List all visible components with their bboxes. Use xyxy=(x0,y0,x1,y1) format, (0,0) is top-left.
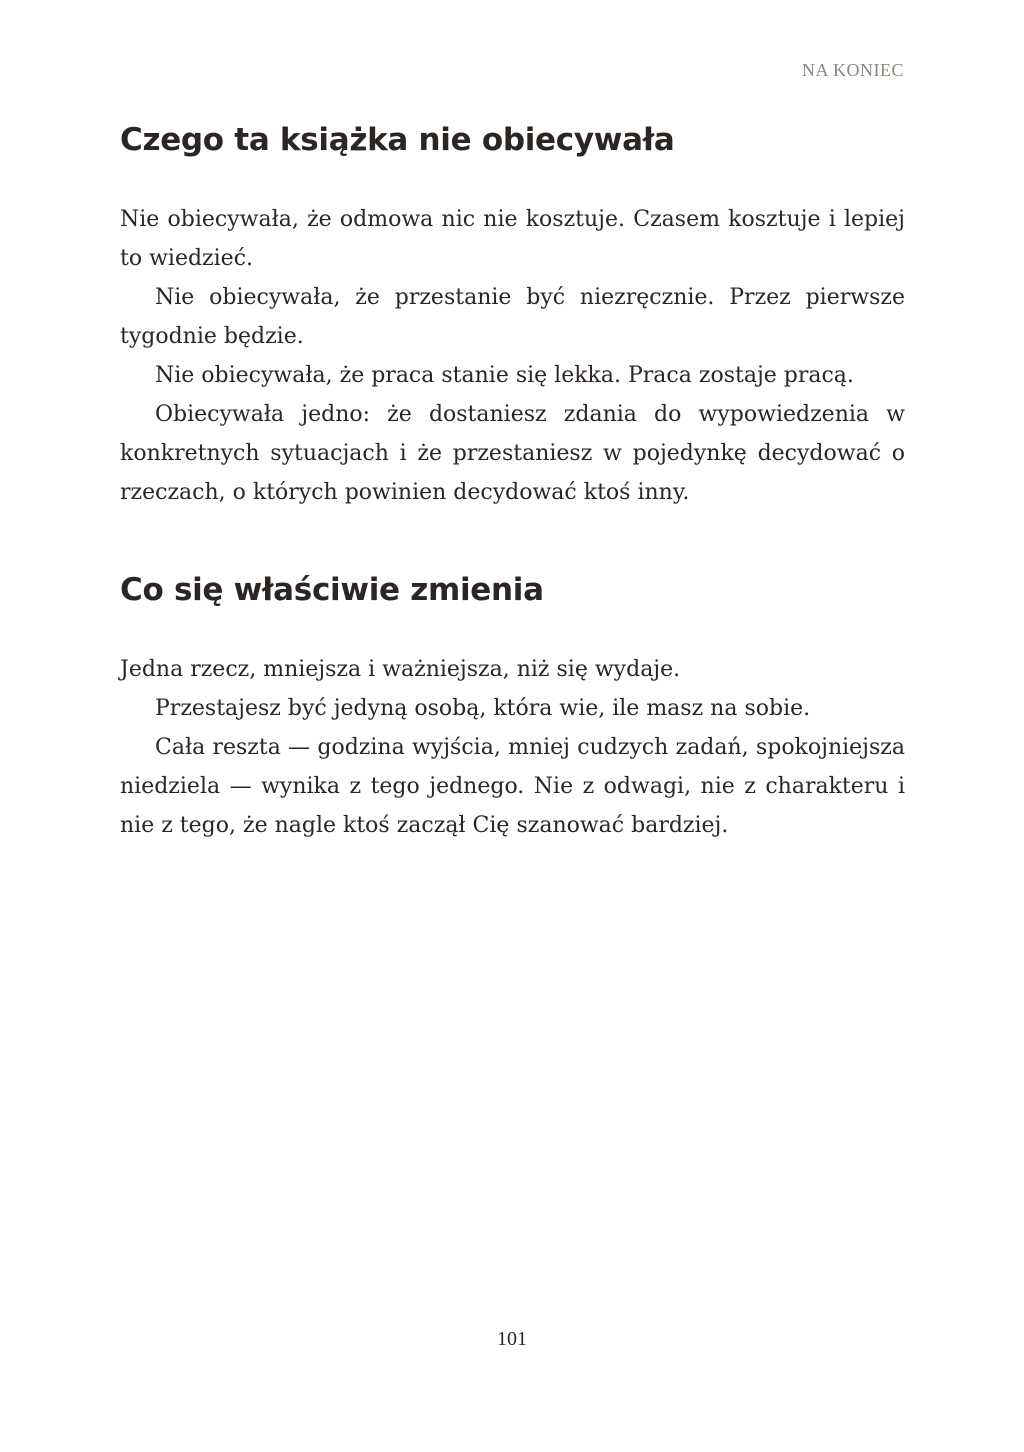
paragraph: Jedna rzecz, mniejsza i ważniejsza, niż się wydaje. xyxy=(120,657,681,682)
paragraph: Obiecywała jedno: że dostaniesz zdania do wypowiedzenia w konkretnych sytuacjach i że przestaniesz w pojedynkę decydować o rzeczach, o których powinien decydować ktoś inny. xyxy=(120,402,905,505)
page-number: 101 xyxy=(497,1328,527,1350)
paragraph: Przestajesz być jedyną osobą, która wie, ile masz na sobie. xyxy=(155,696,811,721)
paragraph: Nie obiecywała, że praca stanie się lekka. Praca zostaje pracą. xyxy=(155,363,854,388)
section-heading: Co się właściwie zmienia xyxy=(120,572,544,608)
section-body xyxy=(120,650,905,845)
section-heading: Czego ta książka nie obiecywała xyxy=(120,122,675,158)
running-header: NA KONIEC xyxy=(802,60,904,80)
paragraph: Nie obiecywała, że przestanie być niezręcznie. Przez pierwsze tygodnie będzie. xyxy=(120,285,905,349)
section-body xyxy=(120,200,905,512)
paragraph: Nie obiecywała, że odmowa nic nie kosztuje. Czasem kosztuje i lepiej to wiedzieć. xyxy=(120,207,905,271)
paragraph: Cała reszta — godzina wyjścia, mniej cudzych zadań, spokojniejsza niedziela — wynika z tego jednego. Nie z odwagi, nie z charakteru i nie z tego, że nagle ktoś zaczął Cię szanować bardziej. xyxy=(120,735,905,838)
section-what-changes xyxy=(120,568,905,845)
section-promises xyxy=(120,118,905,512)
